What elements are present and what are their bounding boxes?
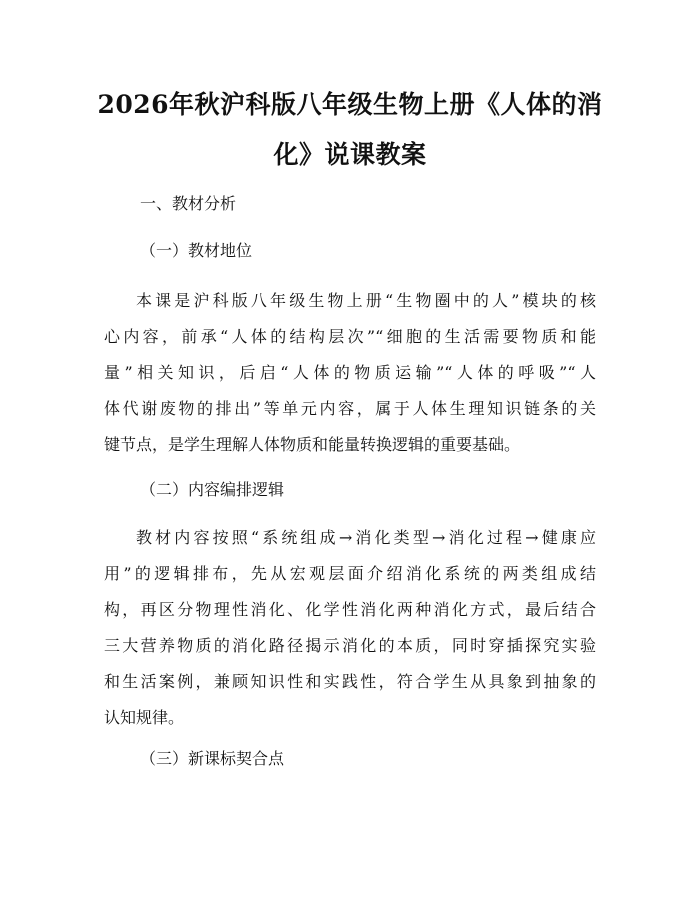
- document-title-line-1: 2026年秋沪科版八年级生物上册《人体的消: [97, 90, 603, 119]
- paragraph-line: 和生活案例，兼顾知识性和实践性，符合学生从具象到抽象的: [104, 672, 596, 691]
- paragraph-content-logic: [104, 520, 596, 736]
- paragraph-line: 键节点，是学生理解人体物质和能量转换逻辑的重要基础。: [104, 435, 521, 454]
- paragraph-textbook-position: [104, 283, 596, 463]
- paragraph-line: 心内容，前承“人体的结构层次”“细胞的生活需要物质和能: [104, 327, 596, 346]
- paragraph-line: 用”的逻辑排布，先从宏观层面介绍消化系统的两类组成结: [104, 564, 596, 583]
- paragraph-line: 量”相关知识，后启“人体的物质运输”“人体的呼吸”“人: [104, 363, 596, 382]
- paragraph-line: 构，再区分物理性消化、化学性消化两种消化方式，最后结合: [104, 600, 596, 619]
- document-title: [95, 80, 605, 180]
- section-heading-textbook-analysis: 一、教材分析: [140, 194, 237, 213]
- paragraph-line: 认知规律。: [104, 708, 185, 727]
- paragraph-line: 教材内容按照“系统组成→消化类型→消化过程→健康应: [136, 528, 596, 547]
- paragraph-line: 三大营养物质的消化路径揭示消化的本质，同时穿插探究实验: [104, 636, 596, 655]
- document-title-line-2: 化》说课教案: [273, 140, 427, 169]
- paragraph-line: 本课是沪科版八年级生物上册“生物圈中的人”模块的核: [136, 291, 596, 310]
- subsection-heading-curriculum-fit: （三）新课标契合点: [140, 749, 285, 768]
- paragraph-line: 体代谢废物的排出”等单元内容，属于人体生理知识链条的关: [104, 399, 596, 418]
- subsection-heading-textbook-position: （一）教材地位: [140, 241, 253, 260]
- subsection-heading-content-logic: （二）内容编排逻辑: [140, 480, 285, 499]
